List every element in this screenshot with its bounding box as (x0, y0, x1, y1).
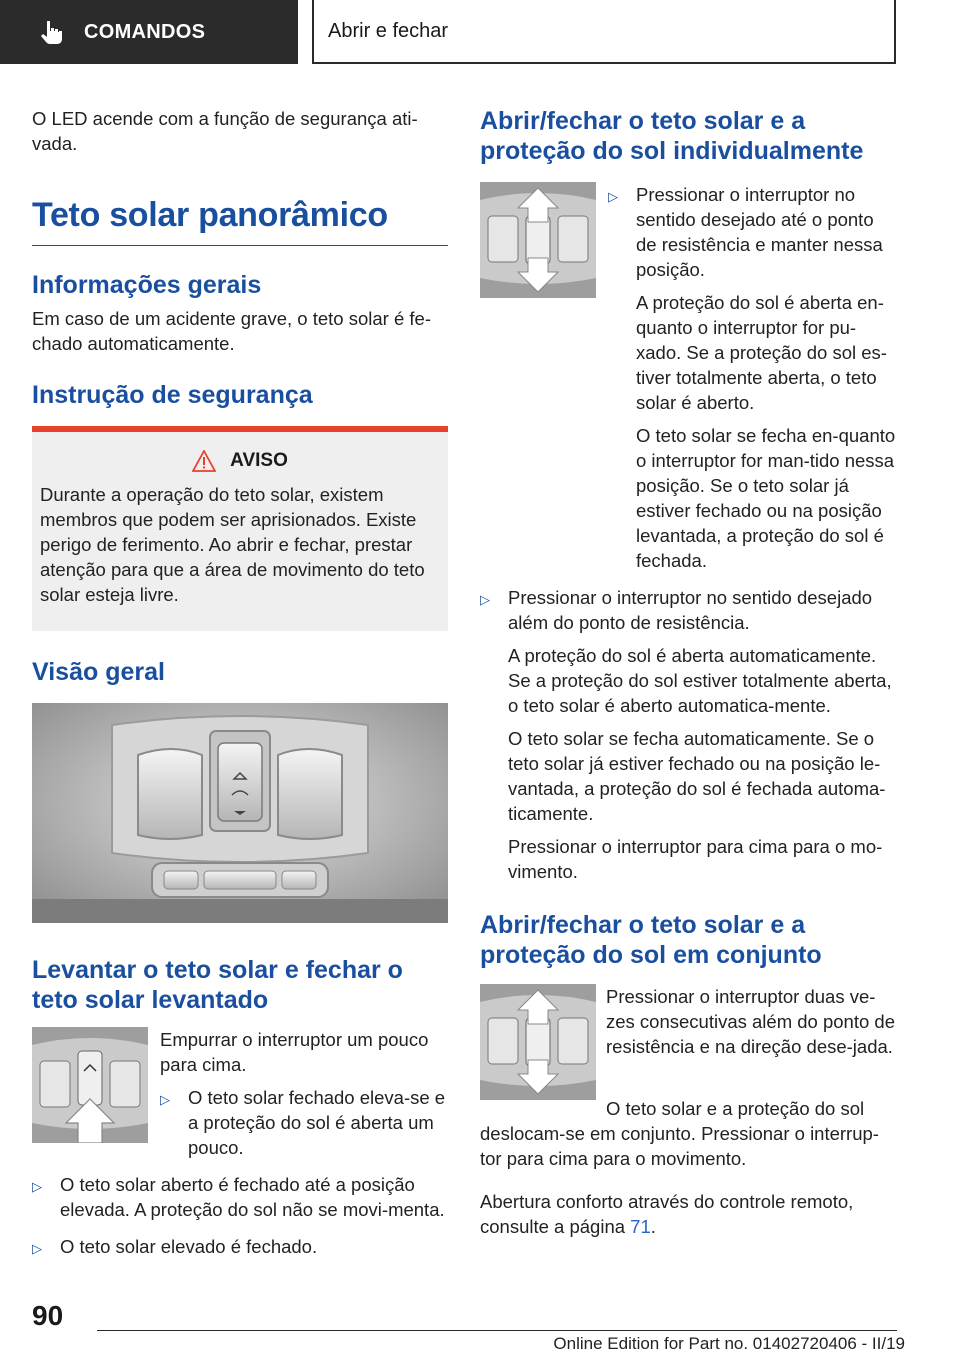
switch-up-down-image (480, 182, 596, 298)
general-heading: Informações gerais (32, 271, 262, 299)
triangle-bullet-icon: ▷ (608, 189, 618, 204)
warning-text: Durante a operação do teto solar, existem membros que podem ser aprisionados. Existe perigo de ferimento. Ao abrir e fechar, prestar atenção para que a área de movimento do teto solar esteja livre. (40, 484, 425, 605)
chapter-tab-label: Abrir e fechar (328, 19, 449, 42)
triangle-bullet-icon: ▷ (32, 1179, 42, 1194)
bullet-paragraph: O teto solar se fecha en-quanto o interruptor for man-tido nessa posição. Se o teto solar já estiver fechado ou na posição levantada, a proteção do sol é fechada. (636, 425, 896, 571)
list-item: ▷ O teto solar elevado é fechado. (32, 1234, 448, 1261)
comfort-paragraph: Abertura conforto através do controle remoto, consulte a página 71. (480, 1191, 854, 1237)
list-item: ▷ O teto solar aberto é fechado até a posição elevada. A proteção do sol não se movi-menta. (32, 1174, 445, 1220)
bullet-paragraph: A proteção do sol é aberta automaticamente. Se a proteção do sol estiver totalmente aberta, o teto solar é aberto automatica-mente. (508, 645, 892, 716)
warning-title-label: AVISO (230, 450, 288, 471)
bullet-paragraph: O teto solar se fecha automaticamente. Se o teto solar já estiver fechado ou na posição le-vantada, a proteção do sol é fechada automa-ticamente. (508, 728, 886, 824)
triangle-bullet-icon: ▷ (480, 592, 490, 607)
bullet-paragraph: Pressionar o interruptor para cima para o mo-vimento. (508, 836, 883, 882)
joint-paragraph: Pressionar o interruptor duas ve-zes consecutivas além do ponto de resistência e na direção dese-jada. (606, 986, 895, 1057)
joint-block (480, 984, 896, 1100)
list-item: ▷ Pressionar o interruptor no sentido desejado além do ponto de resistência. (480, 587, 873, 633)
joint-heading: Abrir/fechar o teto solar e a proteção do sol em conjunto (480, 911, 822, 969)
intro-paragraph: O LED acende com a função de segurança ati-vada. (32, 108, 418, 154)
warning-title (40, 450, 440, 472)
individual-block (480, 182, 896, 573)
warning-box (32, 426, 448, 631)
section-tab-label: COMANDOS (84, 20, 206, 43)
footer-divider (97, 1330, 897, 1331)
list-item: ▷ Pressionar o interruptor no sentido desejado até o ponto de resistência e manter nessa posição. (608, 184, 883, 280)
joint-paragraph-2: O teto solar e a proteção do sol deslocam-se em conjunto. Pressionar o interrup-tor para cima para o movimento. (480, 1098, 879, 1169)
warning-triangle-icon (192, 450, 216, 472)
triangle-bullet-icon: ▷ (160, 1092, 170, 1107)
page-header (0, 0, 960, 66)
triangle-bullet-icon: ▷ (32, 1241, 42, 1256)
page-title: Teto solar panorâmico (32, 196, 448, 246)
switch-up-down-image-2 (480, 984, 596, 1100)
individual-heading: Abrir/fechar o teto solar e a proteção do sol individualmente (480, 107, 864, 165)
raise-block (32, 1027, 448, 1160)
safety-heading: Instrução de segurança (32, 381, 313, 409)
chapter-tab[interactable] (312, 0, 896, 64)
hand-pointer-icon (38, 19, 64, 45)
list-item: ▷ O teto solar fechado eleva-se e a proteção do sol é aberta um pouco. (160, 1087, 446, 1158)
overview-heading: Visão geral (32, 658, 165, 686)
overhead-console-photo (32, 703, 448, 923)
page-reference-link[interactable]: 71 (630, 1216, 651, 1237)
general-paragraph: Em caso de um acidente grave, o teto solar é fe-chado automaticamente. (32, 308, 431, 354)
left-column (32, 96, 448, 1261)
right-column (480, 96, 896, 1239)
bullet-paragraph: A proteção do sol é aberta en-quanto o interruptor for pu-xado. Se a proteção do sol es-tiver totalmente aberta, o teto solar é aberto. (636, 292, 887, 413)
raise-heading: Levantar o teto solar e fechar o teto solar levantado (32, 956, 403, 1014)
page-number: 90 (32, 1300, 64, 1331)
switch-push-up-image (32, 1027, 148, 1143)
section-tab[interactable] (0, 0, 298, 64)
footer-edition: Online Edition for Part no. 01402720406 - II/19 (553, 1334, 905, 1353)
raise-paragraph: Empurrar o interruptor um pouco para cima. (160, 1029, 429, 1075)
